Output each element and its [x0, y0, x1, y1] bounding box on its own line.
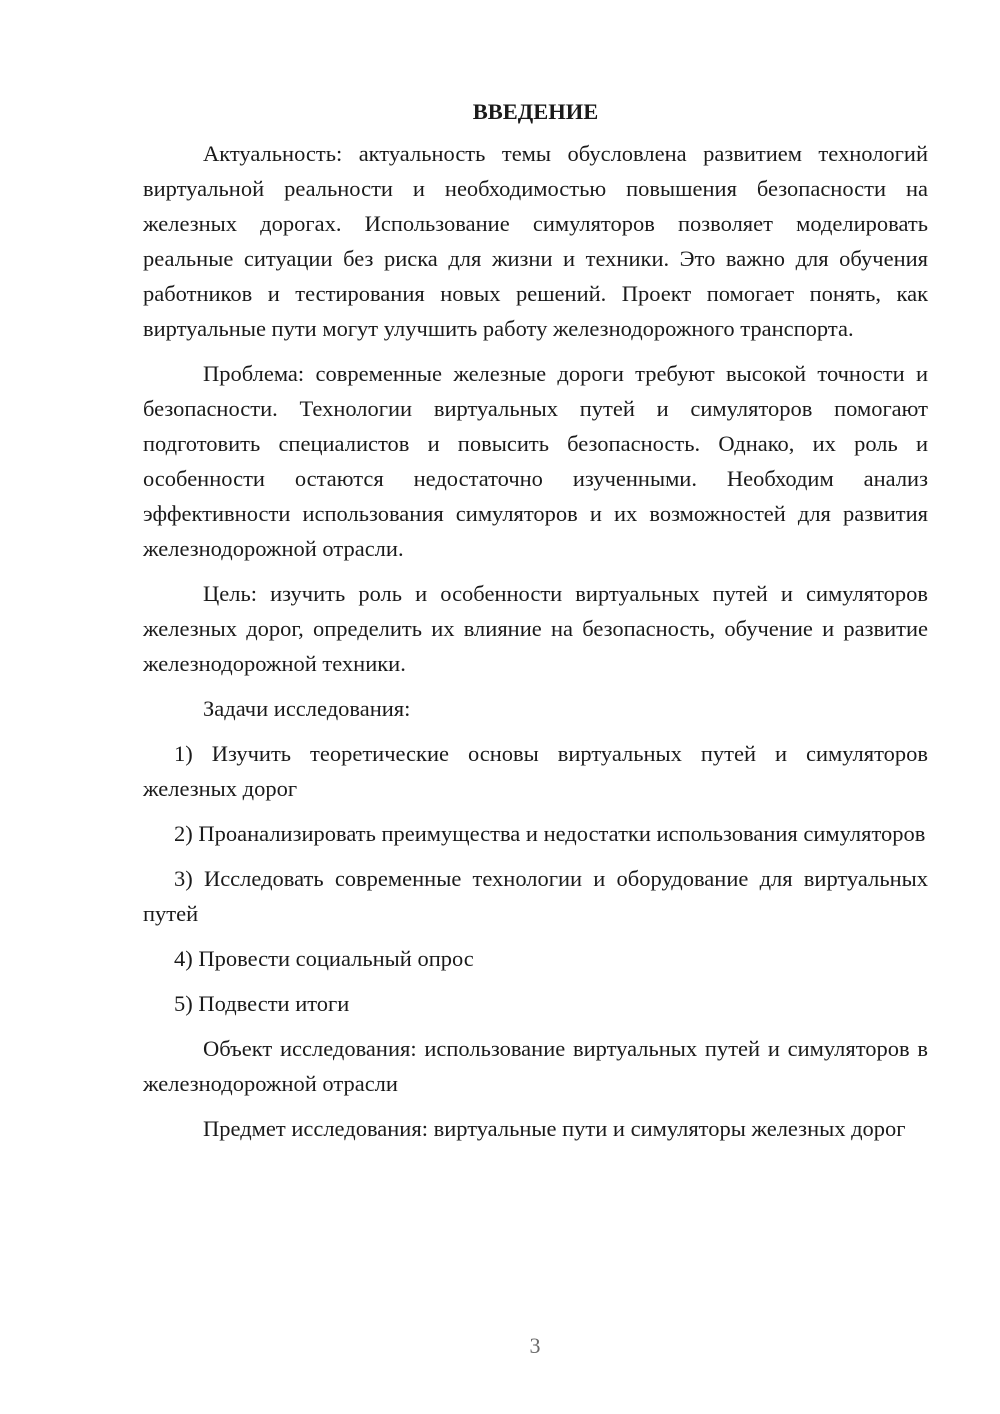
tasks-heading: Задачи исследования: — [203, 696, 411, 721]
task-item-2: 2) Проанализировать преимущества и недостатки использования симуляторов — [174, 821, 926, 846]
paragraph-subject: Предмет исследования: виртуальные пути и симуляторы железных дорог — [203, 1116, 906, 1141]
document-page — [143, 94, 928, 1156]
paragraph-goal: Цель: изучить роль и особенности виртуальных путей и симуляторов железных дорог, определить их влияние на безопасность, обучение и развитие железнодорожной техники. — [143, 581, 928, 676]
page-title: ВВЕДЕНИЕ — [472, 99, 599, 124]
paragraph-problem: Проблема: современные железные дороги требуют высокой точности и безопасности. Технологии виртуальных путей и симуляторов помогают подготовить специалистов и повысить безопасность. Однако, их роль и особенности остаются недостаточно изученными. Необходим анализ эффективности использования симуляторов и их возможностей для развития железнодорожной отрасли. — [143, 361, 928, 561]
task-item-5: 5) Подвести итоги — [174, 991, 350, 1016]
paragraph-relevance: Актуальность: актуальность темы обусловлена развитием технологий виртуальной реальности и необходимостью повышения безопасности на железных дорогах. Использование симуляторов позволяет моделировать реальные ситуации без риска для жизни и техники. Это важно для обучения работников и тестирования новых решений. Проект помогает понять, как виртуальные пути могут улучшить работу железнодорожного транспорта. — [143, 141, 928, 341]
task-item-4: 4) Провести социальный опрос — [174, 946, 474, 971]
task-item-3: 3) Исследовать современные технологии и оборудование для виртуальных путей — [143, 866, 928, 926]
task-item-1: 1) Изучить теоретические основы виртуальных путей и симуляторов железных дорог — [143, 741, 928, 801]
page-number: 3 — [529, 1333, 541, 1358]
paragraph-object: Объект исследования: использование виртуальных путей и симуляторов в железнодорожной отрасли — [143, 1036, 928, 1096]
